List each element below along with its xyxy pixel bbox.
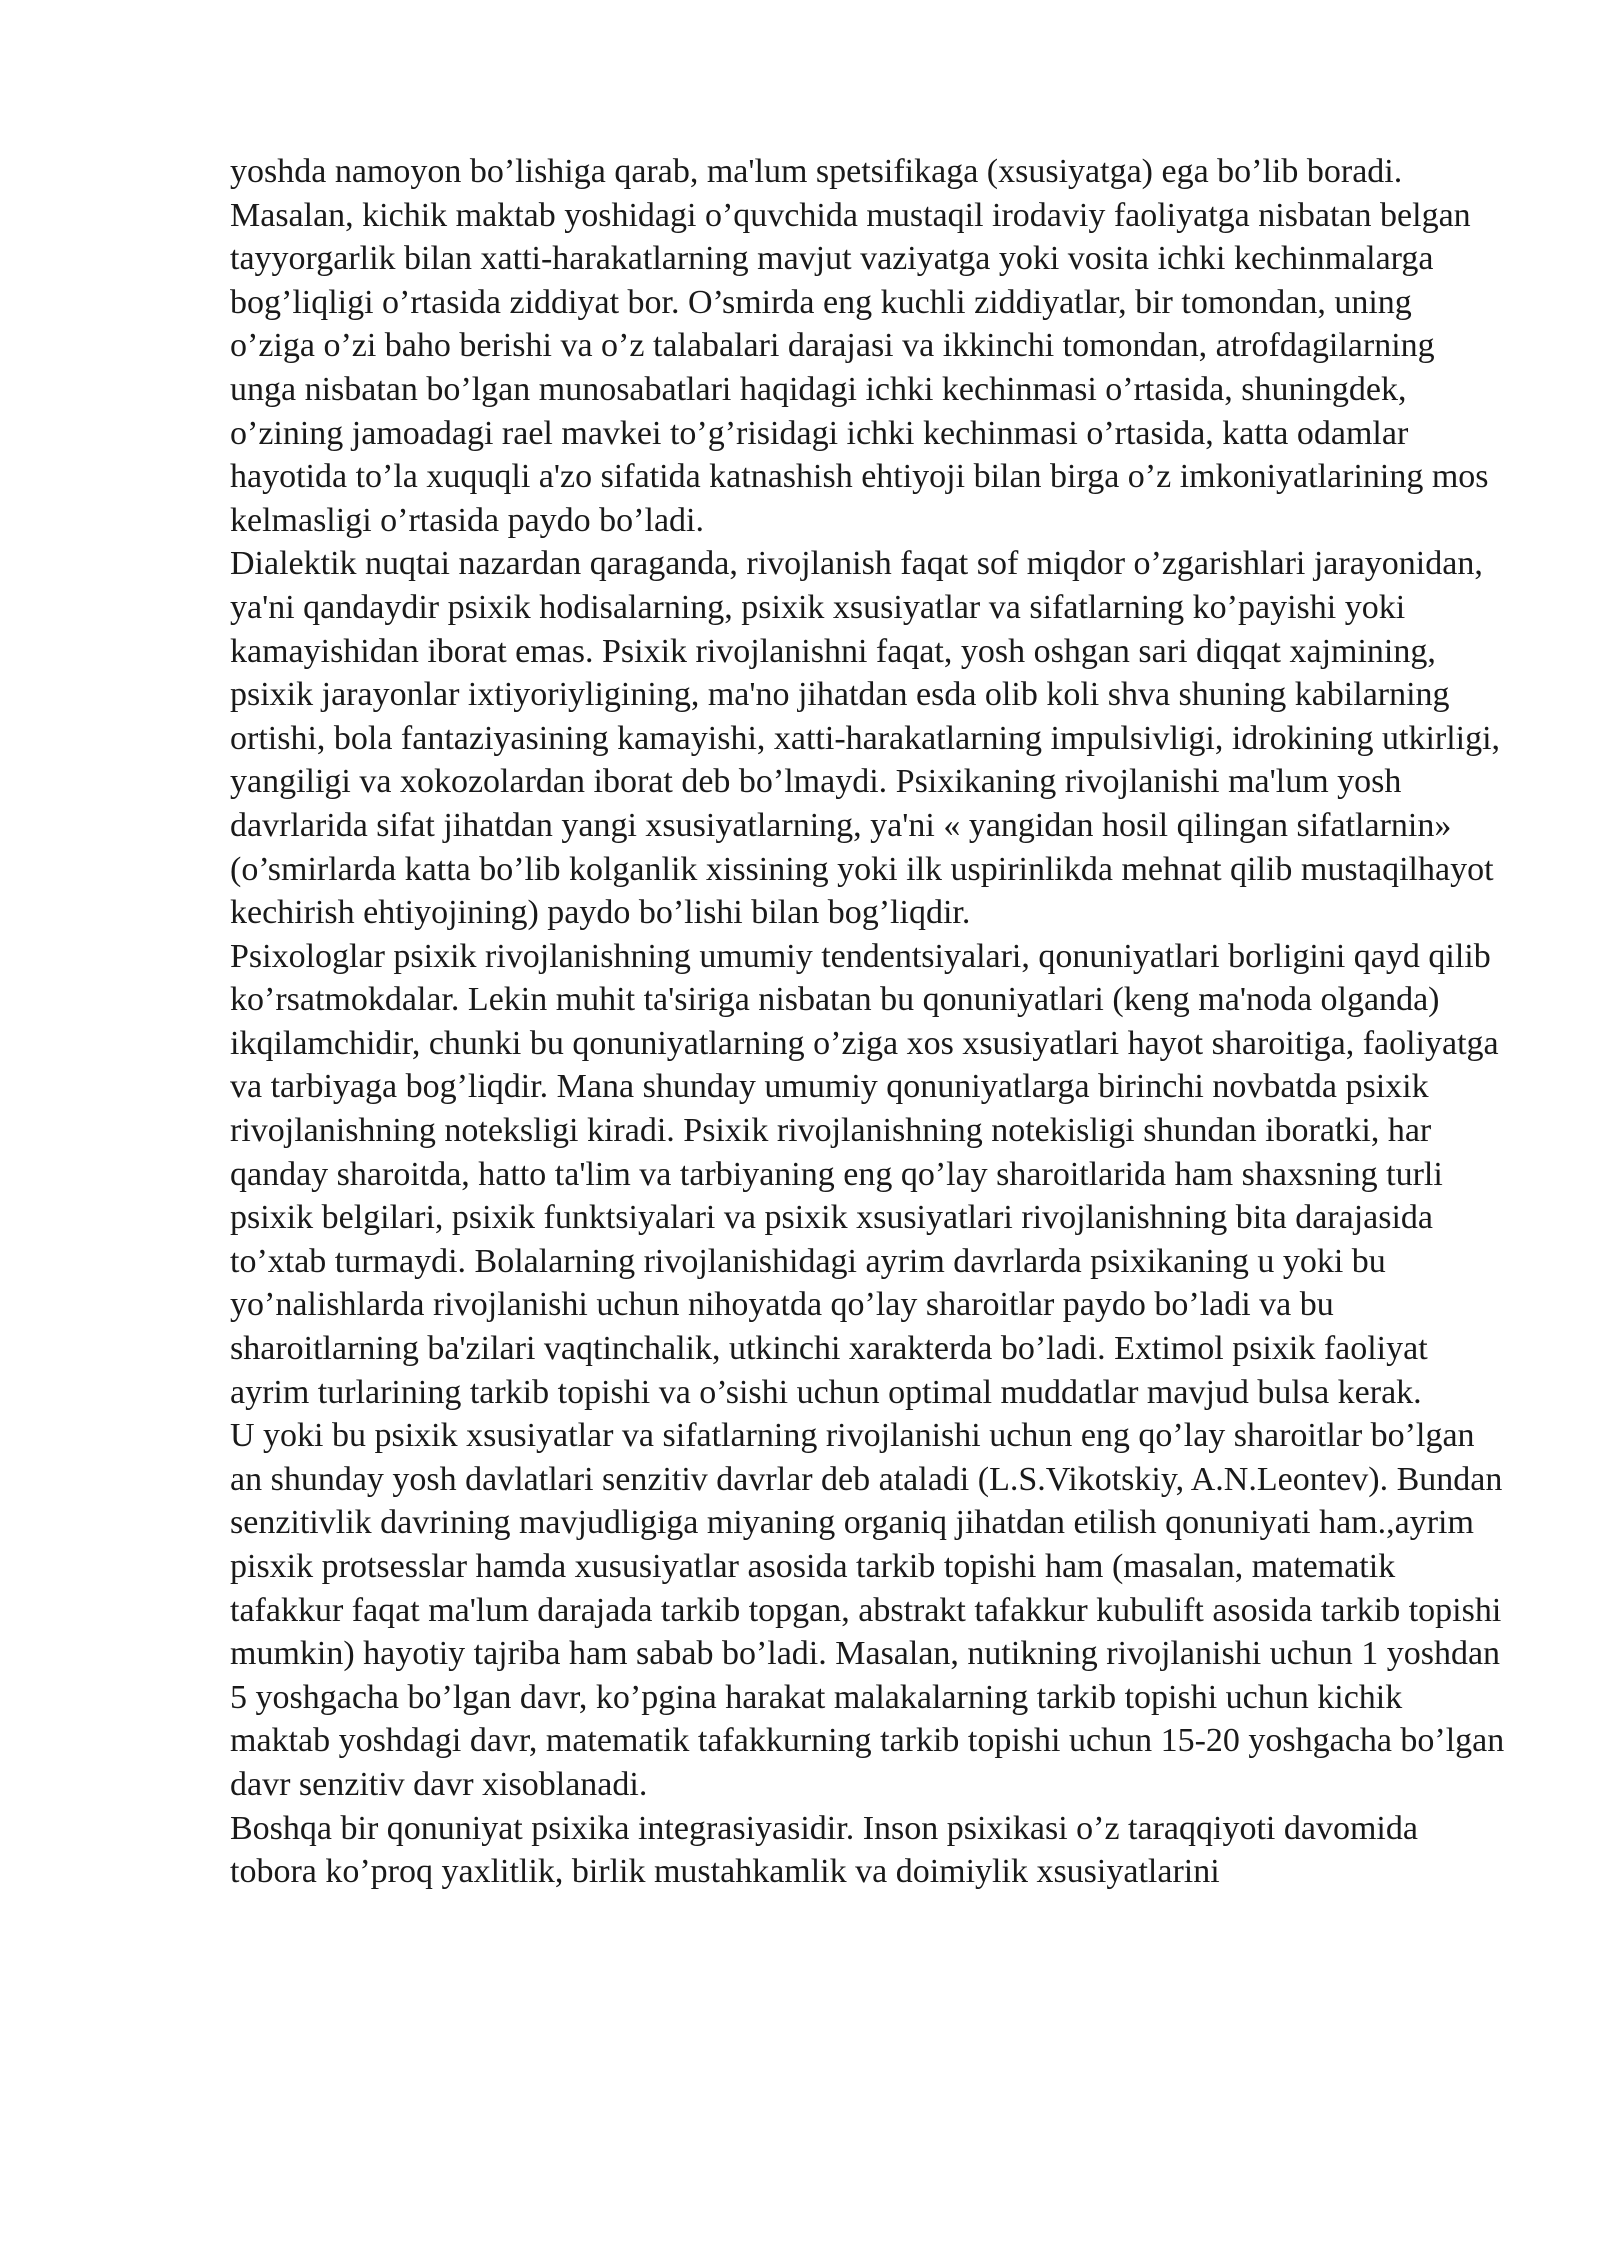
paragraph-1: yoshda namoyon bo’lishiga qarab, ma'lum spetsifikaga (xsusiyatga) ega bo’lib boradi. Masalan, kichik maktab yoshidagi o’quvchida mustaqil irodaviy faoliyatga nisbatan belgan tayyorgarlik bilan xatti-harakatlarning mavjut vaziyatga yoki vosita ichki kechinmalarga bog’liqligi o’rtasida ziddiyat bor. O’smirda eng kuchli ziddiyatlar, bir tomondan, uning o’ziga o’zi baho berishi va o’z talabalari darajasi va ikkinchi tomondan, atrofdagilarning unga nisbatan bo’lgan munosabatlari haqidagi ichki kechinmasi o’rtasida, shuningdek, o’zining jamoadagi rael mavkei to’g’risidagi ichki kechinmasi o’rtasida, katta odamlar hayotida to’la xuquqli a'zo sifatida katnashish ehtiyoji bilan birga o’z imkoniyatlarining mos kelmasligi o’rtasida paydo bo’ladi.	[230, 153, 1489, 539]
body-text	[230, 150, 1505, 1894]
paragraph-5: Boshqa bir qonuniyat psixika integrasiyasidir. Inson psixikasi o’z taraqqiyoti davomida tobora ko’proq yaxlitlik, birlik mustahkamlik va doimiylik xsusiyatlarini	[230, 1809, 1418, 1891]
paragraph-3: Psixologlar psixik rivojlanishning umumiy tendentsiyalari, qonuniyatlari borligini qayd qilib ko’rsatmokdalar. Lekin muhit ta'siriga nisbatan bu qonuniyatlari (keng ma'noda olganda) ikqilamchidir, chunki bu qonuniyatlarning o’ziga xos xsusiyatlari hayot sharoitiga, faoliyatga va tarbiyaga bog’liqdir. Mana shunday umumiy qonuniyatlarga birinchi novbatda psixik rivojlanishning noteksligi kiradi. Psixik rivojlanishning notekisligi shundan iboratki, har qanday sharoitda, hatto ta'lim va tarbiyaning eng qo’lay sharoitlarida ham shaxsning turli psixik belgilari, psixik funktsiyalari va psixik xsusiyatlari rivojlanishning bita darajasida to’xtab turmaydi. Bolalarning rivojlanishidagi ayrim davrlarda psixikaning u yoki bu yo’nalishlarda rivojlanishi uchun nihoyatda qo’lay sharoitlar paydo bo’ladi va bu sharoitlarning ba'zilari vaqtinchalik, utkinchi xarakterda bo’ladi. Extimol psixik faoliyat ayrim turlarining tarkib topishi va o’sishi uchun optimal muddatlar mavjud bulsa kerak.	[230, 937, 1499, 1411]
paragraph-4: U yoki bu psixik xsusiyatlar va sifatlarning rivojlanishi uchun eng qo’lay sharoitlar bo’lgan an shunday yosh davlatlari senzitiv davrlar deb ataladi (L.S.Vikotskiy, A.N.Leontev). Bundan senzitivlik davrining mavjudligiga miyaning organiq jihatdan etilish qonuniyati ham.,ayrim pisxik protsesslar hamda xususiyatlar asosida tarkib topishi ham (masalan, matematik tafakkur faqat ma'lum darajada tarkib topgan, abstrakt tafakkur kubulift asosida tarkib topishi mumkin) hayotiy tajriba ham sabab bo’ladi. Masalan, nutikning rivojlanishi uchun 1 yoshdan 5 yoshgacha bo’lgan davr, ko’pgina harakat malakalarning tarkib topishi uchun kichik maktab yoshdagi davr, matematik tafakkurning tarkib topishi uchun 15-20 yoshgacha bo’lgan davr senzitiv davr xisoblanadi.	[230, 1417, 1505, 1803]
paragraph-2: Dialektik nuqtai nazardan qaraganda, rivojlanish faqat sof miqdor o’zgarishlari jarayonidan, ya'ni qandaydir psixik hodisalarning, psixik xsusiyatlar va sifatlarning ko’payishi yoki kamayishidan iborat emas. Psixik rivojlanishni faqat, yosh oshgan sari diqqat xajmining, psixik jarayonlar ixtiyoriyligining, ma'no jihatdan esda olib koli shva shuning kabilarning ortishi, bola fantaziyasining kamayishi, xatti-harakatlarning impulsivligi, idrokining utkirligi, yangiligi va xokozolardan iborat deb bo’lmaydi. Psixikaning rivojlanishi ma'lum yosh davrlarida sifat jihatdan yangi xsusiyatlarning, ya'ni « yangidan hosil qilingan sifatlarnin» (o’smirlarda katta bo’lib kolganlik xissining yoki ilk uspirinlikda mehnat qilib mustaqilhayot kechirish ehtiyojining) paydo bo’lishi bilan bog’liqdir.	[230, 545, 1501, 932]
